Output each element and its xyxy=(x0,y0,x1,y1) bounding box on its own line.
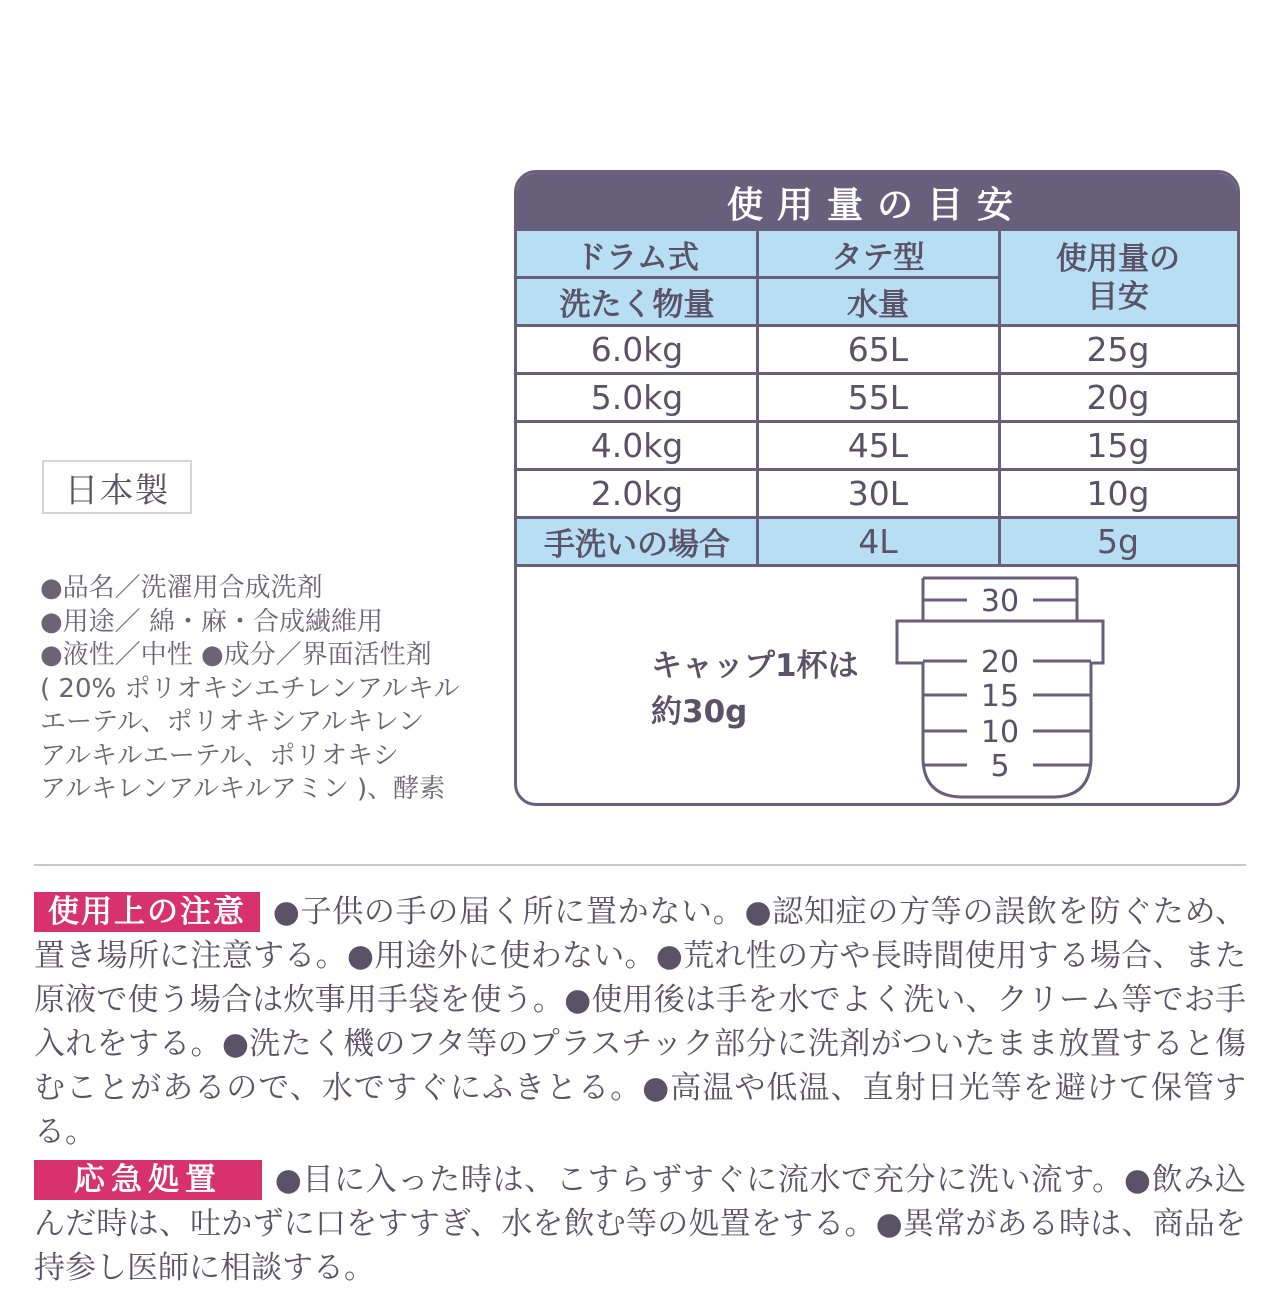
row-water: 65L xyxy=(847,329,909,369)
cap-note-line2: 約30g xyxy=(651,694,748,730)
spec-line: ●液性／中性 ●成分／界面活性剤 xyxy=(40,640,432,670)
product-spec-list xyxy=(40,572,480,807)
cautions-section xyxy=(34,890,1246,1290)
spec-line: ●用途／ 綿・麻・合成繊維用 xyxy=(40,606,383,637)
spec-line: ●品名／洗濯用合成洗剤 xyxy=(40,573,323,603)
row-water: 30L xyxy=(847,473,909,513)
spec-line: アルキルエーテル、ポリオキシ xyxy=(40,740,399,771)
header-laundry-weight: 洗たく物量 xyxy=(517,277,757,325)
cap-mark-label: 20 xyxy=(980,645,1020,680)
header-dosage-line2: 目安 xyxy=(1087,279,1149,315)
row-dosage: 10g xyxy=(1086,473,1150,513)
row-weight: 6.0kg xyxy=(590,329,684,369)
cap-note-line1: キャップ1杯は xyxy=(651,648,859,684)
usage-caution-text: ●子供の手の届く所に置かない。●認知症の方等の誤飲を防ぐため、置き場所に注意する。●用途外に使わない。●荒れ性の方や長時間使用する場合、また原液で使う場合は炊事用手袋を使う。●使用後は手を水でよく洗い、クリーム等でお手入れをする。●洗たく機のフタ等のプラスチック部分に洗剤がついたまま放置すると傷むことがあるので、水ですぐにふきとる。●高温や低温、直射日光等を避けて保管する。 xyxy=(34,894,1246,1150)
cap-mark-label: 15 xyxy=(980,679,1020,714)
row-water: 55L xyxy=(847,377,909,417)
usage-caution-paragraph xyxy=(34,890,1246,1154)
row-weight: 5.0kg xyxy=(590,377,684,417)
row-dosage: 15g xyxy=(1086,425,1150,465)
hand-wash-label: 手洗いの場合 xyxy=(517,517,757,565)
usage-caution-tag: 使用上の注意 xyxy=(34,892,260,932)
cap-mark-label: 5 xyxy=(990,749,1010,784)
spec-line: ( 20% ポリオキシエチレンアルキル xyxy=(40,673,460,704)
emergency-tag: 応急処置 xyxy=(34,1160,262,1200)
hand-wash-dosage: 5g xyxy=(999,517,1237,565)
spec-line: アルキレンアルキルアミン )、酵素 xyxy=(40,774,446,804)
header-dosage-line1: 使用量の xyxy=(1056,241,1180,277)
section-divider xyxy=(34,864,1246,866)
emergency-paragraph xyxy=(34,1158,1246,1290)
emergency-text: ●目に入った時は、こすらずすぐに流水で充分に洗い流す。●飲み込んだ時は、吐かずに口をすすぎ、水を飲む等の処置をする。●異常がある時は、商品を持参し医師に相談する。 xyxy=(34,1162,1246,1286)
cap-mark-label: 30 xyxy=(980,584,1020,619)
row-water: 45L xyxy=(847,425,909,465)
spec-line: エーテル、ポリオキシアルキレン xyxy=(40,707,425,737)
row-weight: 4.0kg xyxy=(590,425,684,465)
header-water-volume: 水量 xyxy=(757,277,999,325)
measuring-cap-illustration xyxy=(517,173,1237,803)
row-weight: 2.0kg xyxy=(590,473,684,513)
header-drum-type: ドラム式 xyxy=(517,231,757,277)
cap-mark-label: 10 xyxy=(980,715,1020,750)
row-dosage: 20g xyxy=(1086,377,1150,417)
dosage-title: 使用量の目安 xyxy=(517,173,1237,231)
hand-wash-water: 4L xyxy=(757,517,999,565)
made-in-japan-label: 日本製 xyxy=(42,460,192,514)
header-vertical-type: タテ型 xyxy=(757,231,999,277)
dosage-guide-table xyxy=(514,170,1240,806)
row-dosage: 25g xyxy=(1086,329,1150,369)
